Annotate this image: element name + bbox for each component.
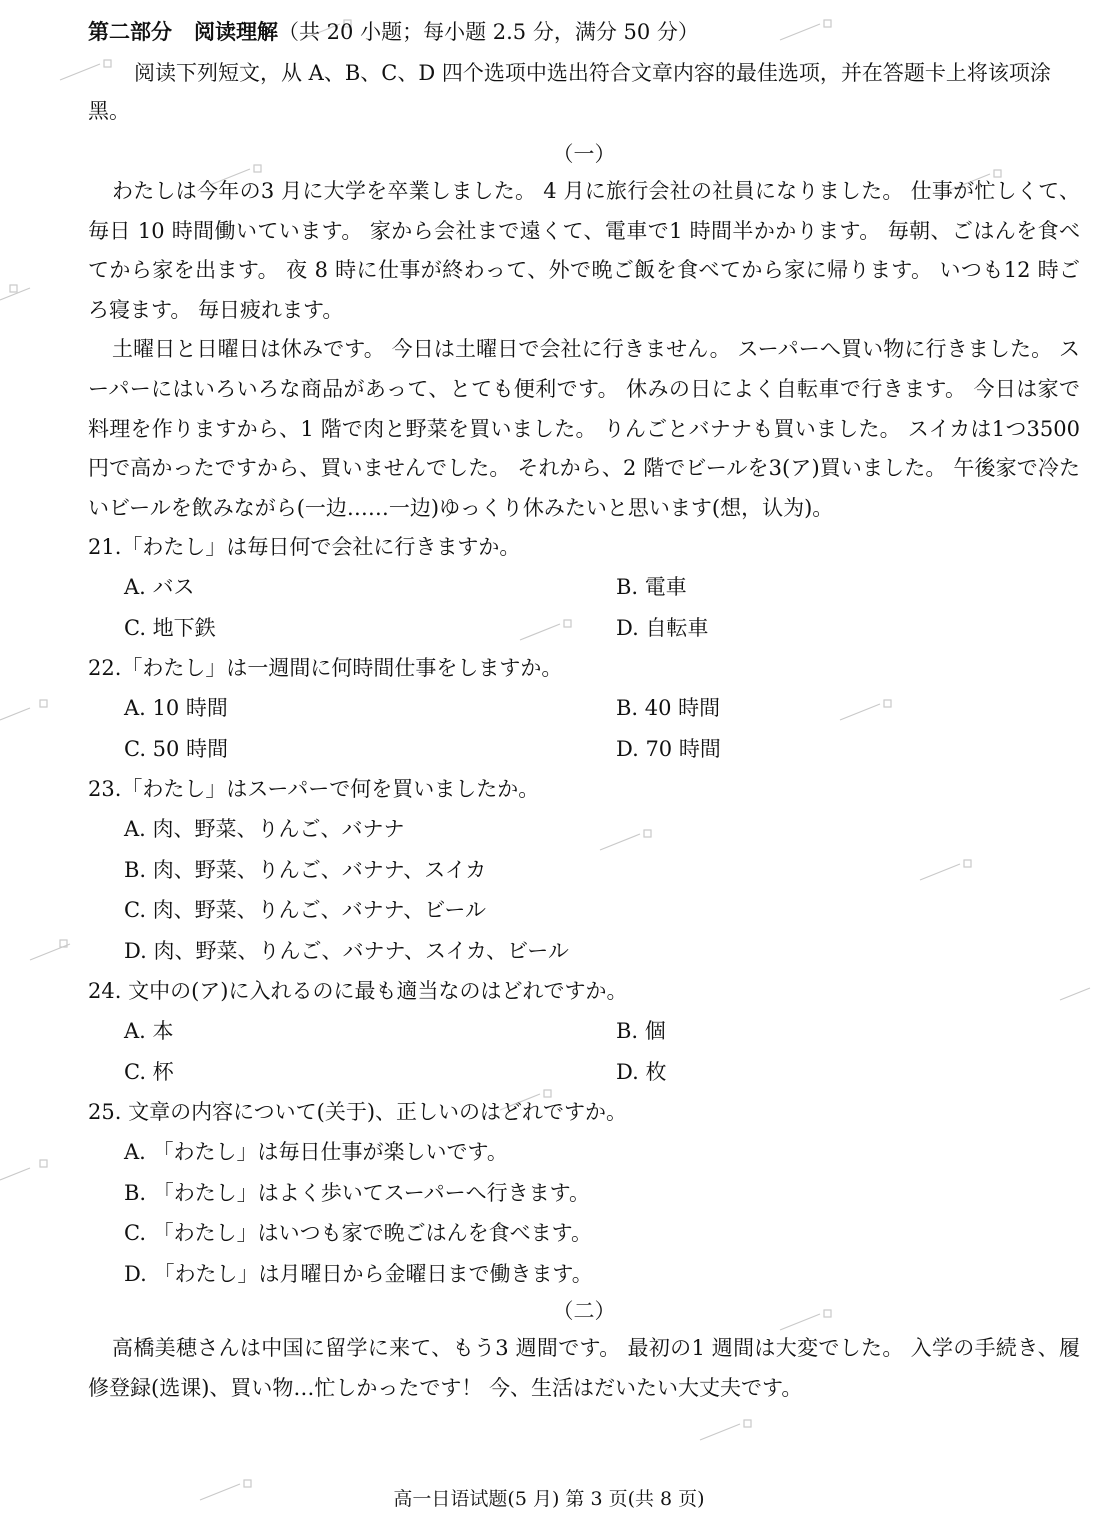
answer-option-c: C. 杯 <box>124 1059 174 1084</box>
answer-option-d: D. 枚 <box>616 1059 667 1084</box>
answer-option-b: B. 40 時間 <box>616 696 721 721</box>
answer-option-a: A. 肉、野菜、りんご、バナナ <box>124 817 405 842</box>
question-22 <box>88 649 1080 770</box>
answer-option-c: C. 地下鉄 <box>124 615 216 640</box>
passage-2 <box>88 1329 1080 1408</box>
option-list <box>124 568 1080 649</box>
answer-option-b: B. 電車 <box>616 575 687 600</box>
question-stem: 25. 文章の内容について(关于)、正しいのはどれですか。 <box>88 1100 628 1125</box>
answer-option-d: D. 肉、野菜、りんご、バナナ、スイカ、ビール <box>124 938 569 963</box>
answer-option-c: C. 肉、野菜、りんご、バナナ、ビール <box>124 898 486 923</box>
option-list <box>124 810 1080 972</box>
answer-option-a: A. 「わたし」は毎日仕事が楽しいです。 <box>124 1140 508 1165</box>
answer-option-a: A. 10 時間 <box>124 696 228 721</box>
answer-option-c: C. 50 時間 <box>124 736 229 761</box>
question-stem: 21.「わたし」は毎日何で会社に行きますか。 <box>88 535 521 560</box>
answer-option-d: D. 「わたし」は月曜日から金曜日まで働きます。 <box>124 1261 593 1286</box>
passage-1 <box>88 172 1080 528</box>
option-list <box>124 1133 1080 1295</box>
question-stem: 22.「わたし」は一週間に何時間仕事をしますか。 <box>88 656 563 681</box>
question-21 <box>88 528 1080 649</box>
question-25 <box>88 1093 1080 1295</box>
section-title <box>88 14 1080 50</box>
option-list <box>124 689 1080 770</box>
section-part: 第二部分 <box>88 19 172 44</box>
answer-option-b: B. 個 <box>616 1019 666 1044</box>
answer-option-a: A. 本 <box>124 1019 174 1044</box>
instructions: 阅读下列短文，从 A、B、C、D 四个选项中选出符合文章内容的最佳选项，并在答题卡上将该项涂黑。 <box>88 61 1051 123</box>
question-list <box>88 528 1080 1295</box>
answer-option-a: A. バス <box>124 575 195 600</box>
answer-option-c: C. 「わたし」はいつも家で晩ごはんを食べます。 <box>124 1221 592 1246</box>
answer-option-b: B. 「わたし」はよく歩いてスーパーへ行きます。 <box>124 1180 591 1205</box>
passage-1-paragraph-1: わたしは今年の3 月に大学を卒業しました。 4 月に旅行会社の社員になりました。 仕事が忙しくて、毎日 10 時間働いています。 家から会社まで遠くて、電車で1 時間半かかります。 毎朝、ごはんを食べてから家を出ます。 夜 8 時に仕事が終わって、外で晩ご飯を食べてから家に帰ります。 いつも12 時ごろ寝ます。 毎日疲れます。 <box>88 179 1080 322</box>
question-stem: 24. 文中の(ア)に入れるのに最も適当なのはどれですか。 <box>88 979 628 1004</box>
passage-2-heading: （二） <box>552 1299 616 1324</box>
answer-option-b: B. 肉、野菜、りんご、バナナ、スイカ <box>124 857 487 882</box>
option-list <box>124 1012 1080 1093</box>
question-24 <box>88 972 1080 1093</box>
passage-2-paragraph-1: 高橋美穂さんは中国に留学に来て、もう3 週間です。 最初の1 週間は大変でした。 入学の手続き、履修登録(选课)、買い物…忙しかったです！ 今、生活はだいたい大丈夫です。 <box>88 1336 1080 1400</box>
page-footer: 高一日语试题(5 月) 第 3 页(共 8 页) <box>393 1488 705 1510</box>
question-stem: 23.「わたし」はスーパーで何を買いましたか。 <box>88 777 540 802</box>
passage-1-heading: （一） <box>552 142 616 166</box>
exam-content <box>88 14 1080 1409</box>
answer-option-d: D. 自転車 <box>616 615 709 640</box>
section-note: （共 20 小题；每小题 2.5 分，满分 50 分） <box>278 20 699 44</box>
section-name: 阅读理解 <box>194 19 278 44</box>
question-23 <box>88 770 1080 972</box>
answer-option-d: D. 70 時間 <box>616 736 721 761</box>
passage-1-paragraph-2: 土曜日と日曜日は休みです。 今日は土曜日で会社に行きません。 スーパーへ買い物に行きました。 スーパーにはいろいろな商品があって、とても便利です。 休みの日によく自転車で行きます。 今日は家で料理を作りますから、1 階で肉と野菜を買いました。 りんごとバナナも買いました。 スイカは1つ3500 円で高かったですから、買いませんでした。 それから、2 階でビールを3(ア)買いました。 午後家で冷たいビールを飲みながら(一边……一边)ゆっくり休みたいと思います(想，认为)。 <box>88 337 1080 520</box>
